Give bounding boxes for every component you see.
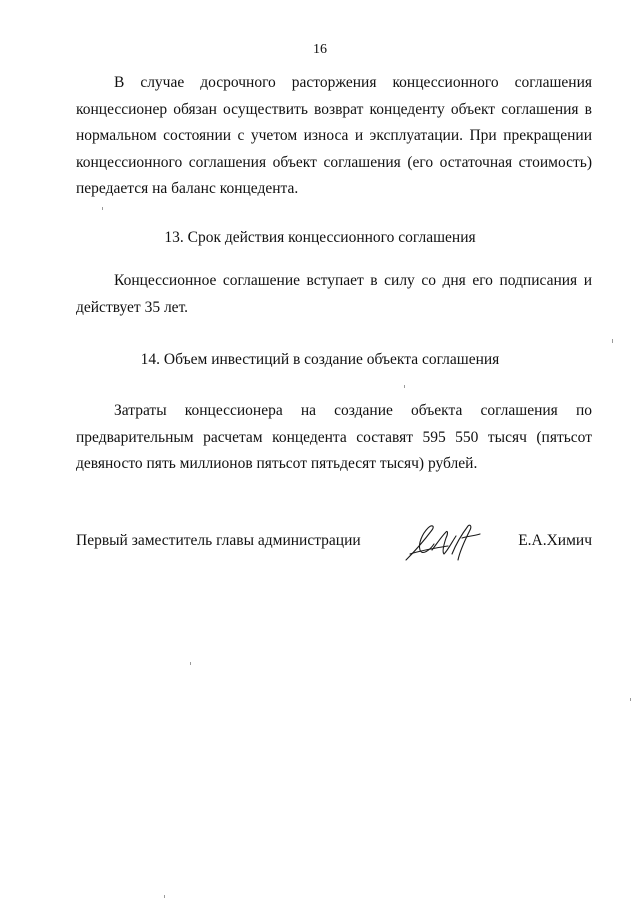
section-13-heading: 13. Срок действия концессионного соглашения <box>164 229 476 246</box>
section-14-heading: 14. Объем инвестиций в создание объекта соглашения <box>140 351 500 368</box>
handwritten-signature <box>402 520 484 566</box>
page-number: 16 <box>313 42 327 57</box>
section-13-text: Концессионное соглашение вступает в силу со дня его подписания и действует 35 лет. <box>76 272 592 316</box>
scan-speck <box>630 698 631 701</box>
paragraph-early-termination: В случае досрочного расторжения концессионного соглашения концессионер обязан осуществить возврат концеденту объект соглашения в нормальном состоянии с учетом износа и эксплуатации. При прекращении концессионного соглашения объект соглашения (его остаточная стоимость) передается на баланс концедента. <box>76 74 592 197</box>
signature-block <box>76 530 592 570</box>
signatory-name: Е.А.Химич <box>518 532 592 549</box>
scan-speck <box>102 207 103 210</box>
section-14-text: Затраты концессионера на создание объекта соглашения по предварительным расчетам концедента составят 595 550 тысяч (пятьсот девяносто пять миллионов пятьсот пятьдесят тысяч) рублей. <box>76 402 592 472</box>
scan-speck <box>190 662 191 665</box>
scan-speck <box>164 895 165 898</box>
scan-speck <box>404 385 405 388</box>
scan-speck <box>612 339 613 343</box>
signatory-title: Первый заместитель главы администрации <box>76 532 361 549</box>
